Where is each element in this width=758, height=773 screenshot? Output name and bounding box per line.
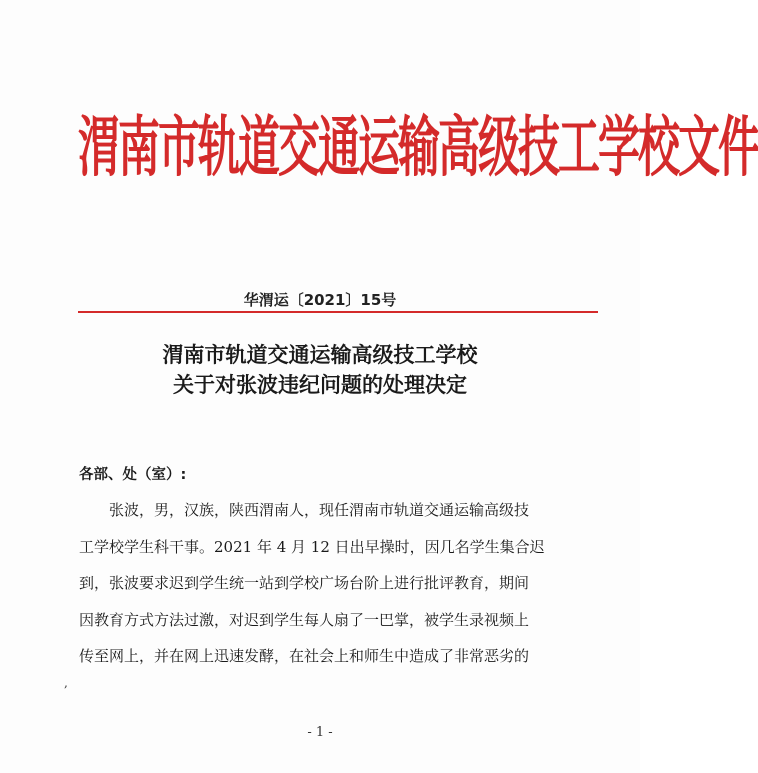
page-number: - 1 - [307, 725, 333, 740]
margin-mark: , [64, 676, 68, 690]
body-paragraph [79, 492, 597, 675]
document-subject [0, 340, 640, 400]
red-divider-line [78, 311, 598, 313]
subject-line-2: 关于对张波违纪问题的处理决定 [173, 373, 467, 397]
body-line: 传至网上，并在网上迅速发酵，在社会上和师生中造成了非常恶劣的 [79, 647, 530, 665]
body-line: 张波，男，汉族，陕西渭南人，现任渭南市轨道交通运输高级技 [109, 501, 530, 519]
recipient-line: 各部、处（室）: [79, 467, 187, 483]
body-line: 到，张波要求迟到学生统一站到学校广场台阶上进行批评教育，期间 [79, 574, 530, 592]
document-number: 华渭运〔2021〕15号 [243, 291, 397, 309]
body-line: 工学校学生科干事。2021 年 4 月 12 日出早操时，因几名学生集合迟 [79, 537, 545, 556]
body-line: 因教育方式方法过激，对迟到学生每人扇了一巴掌，被学生录视频上 [79, 610, 530, 629]
document-header-title: 渭南市轨道交通运输高级技工学校文件 [78, 109, 758, 186]
subject-line-1: 渭南市轨道交通运输高级技工学校 [162, 343, 478, 367]
